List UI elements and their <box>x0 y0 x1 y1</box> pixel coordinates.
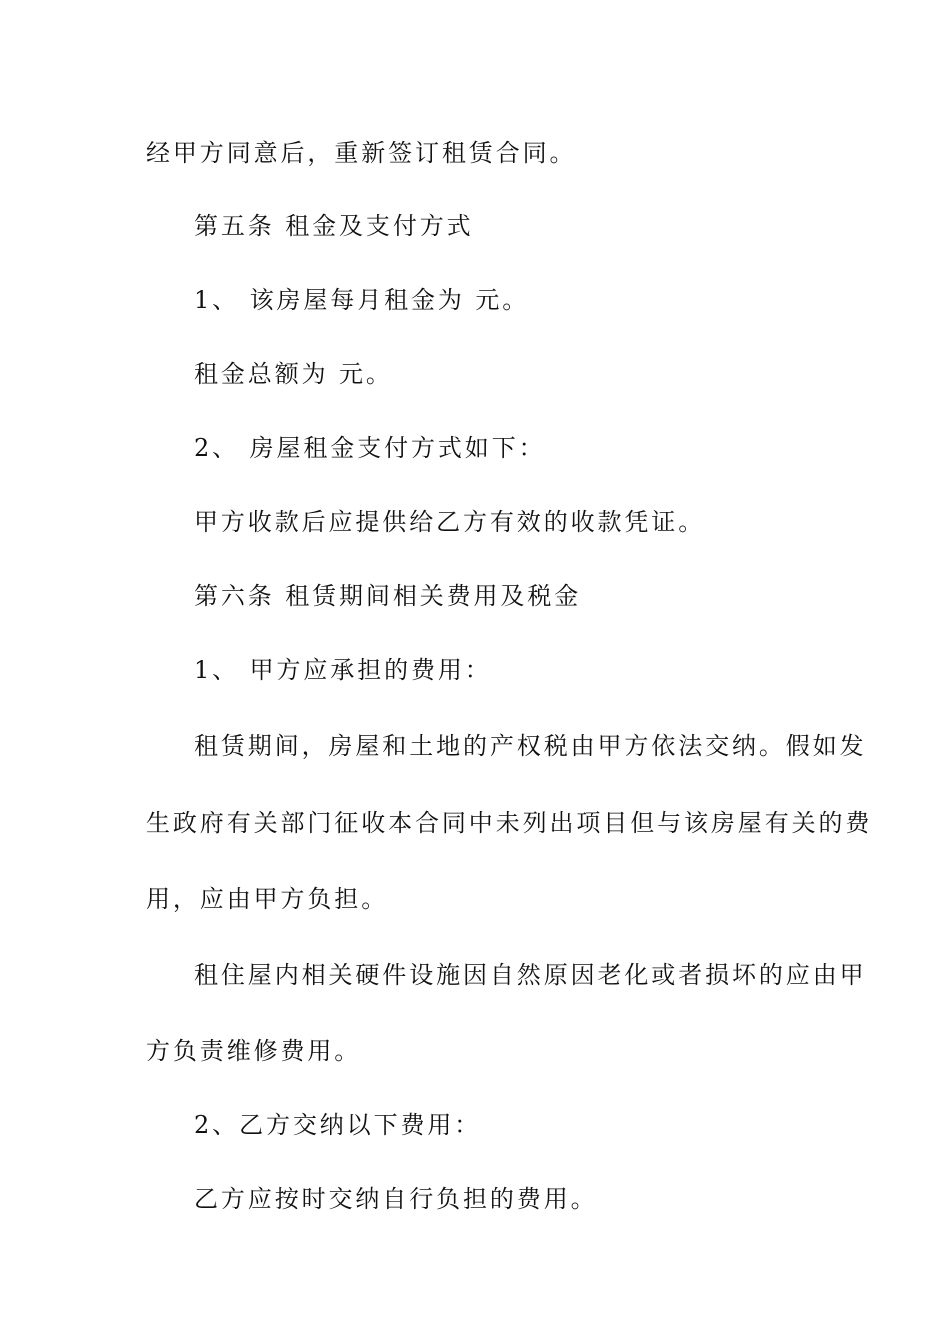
paragraph-line: 甲方收款后应提供给乙方有效的收款凭证。 <box>194 508 706 536</box>
article-heading: 第六条 租赁期间相关费用及税金 <box>194 582 582 610</box>
paragraph-line: 2、 房屋租金支付方式如下： <box>194 434 546 462</box>
paragraph-line: 经甲方同意后，重新签订租赁合同。 <box>146 139 577 167</box>
paragraph-line: 1、 甲方应承担的费用： <box>194 656 492 684</box>
paragraph-line: 方负责维修费用。 <box>146 1037 362 1065</box>
paragraph-line: 2、乙方交纳以下费用： <box>194 1111 482 1139</box>
paragraph-line: 租住屋内相关硬件设施因自然原因老化或者损坏的应由甲 <box>194 961 867 989</box>
article-heading: 第五条 租金及支付方式 <box>194 212 474 240</box>
paragraph-line: 租赁期间，房屋和土地的产权税由甲方依法交纳。假如发 <box>194 732 867 760</box>
paragraph-line: 1、 该房屋每月租金为 元。 <box>194 286 530 314</box>
paragraph-line: 用，应由甲方负担。 <box>146 885 389 913</box>
paragraph-line: 乙方应按时交纳自行负担的费用。 <box>194 1185 598 1213</box>
paragraph-line: 租金总额为 元。 <box>194 360 393 388</box>
paragraph-line: 生政府有关部门征收本合同中未列出项目但与该房屋有关的费 <box>146 809 873 837</box>
